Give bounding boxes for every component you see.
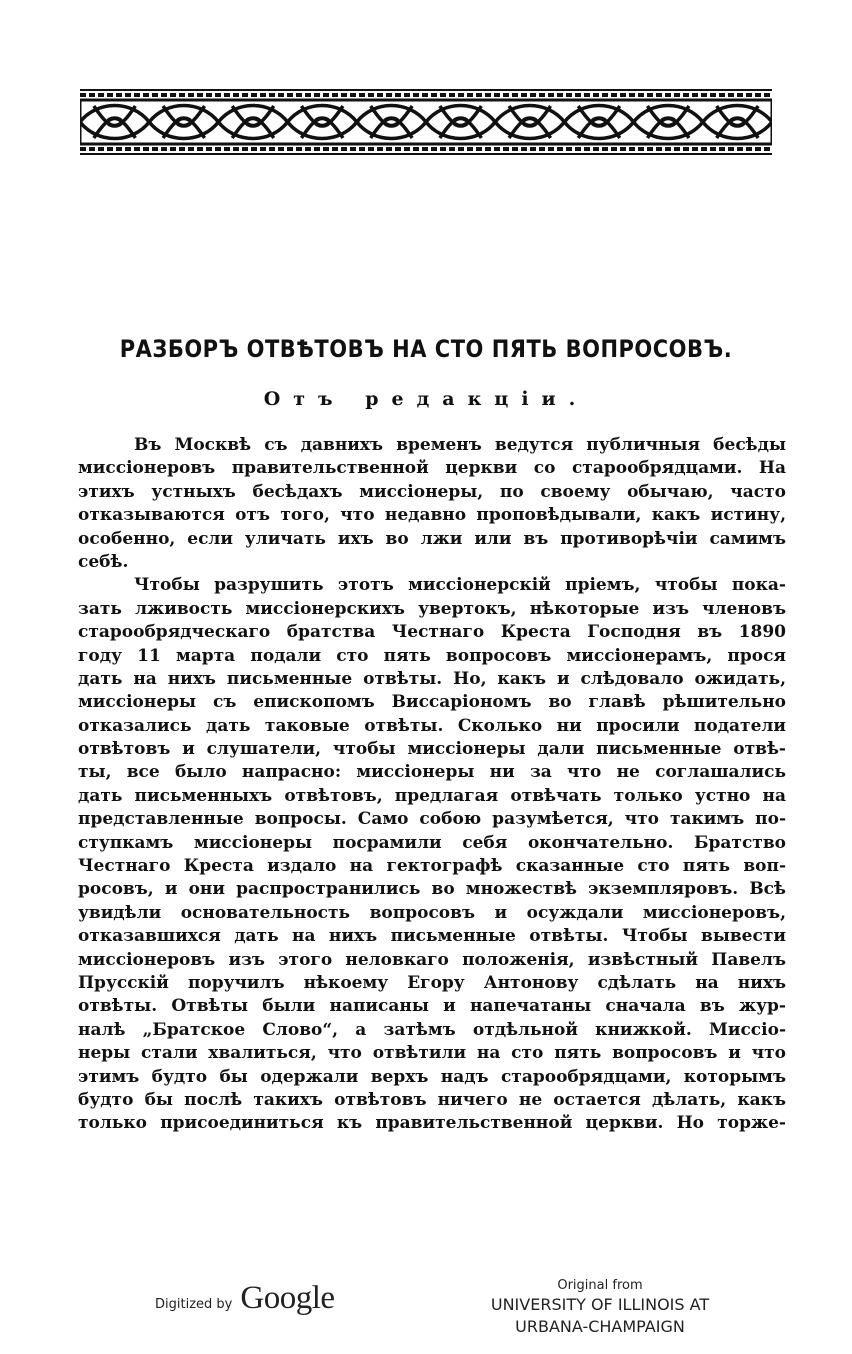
original-from-label: Original from [557, 1278, 643, 1293]
text-line: будто бы послѣ такихъ отвѣтовъ ничего не остается дѣлать, какъ [78, 1089, 786, 1110]
text-line: отказываются отъ того, что недавно проповѣдывали, какъ истину, [78, 505, 786, 526]
text-line: дать на нихъ письменные отвѣты. Но, какъ и слѣдовало ожидать, [78, 668, 786, 689]
text-line: старообрядческаго братства Честнаго Креста Господня въ 1890 [78, 622, 786, 643]
library-credit [470, 1278, 730, 1338]
text-line: Чтобы разрушить этотъ миссіонерскій пріемъ, чтобы пока- [134, 575, 786, 596]
text-line: особенно, если уличать ихъ во лжи или въ противорѣчіи самимъ [78, 528, 786, 549]
text-line: увидѣли основательность вопросовъ и осуждали миссіонеровъ, [78, 902, 786, 923]
university-location: URBANA-CHAMPAIGN [515, 1317, 685, 1336]
text-line: отказавшихся дать на нихъ письменные отвѣты. Чтобы вывести [78, 926, 786, 947]
text-line: только присоединиться къ правительственной церкви. Но торже- [78, 1113, 786, 1134]
text-line: миссіонеровъ правительственной церкви со старообрядцами. На [78, 458, 786, 479]
university-name: UNIVERSITY OF ILLINOIS AT [490, 1295, 710, 1314]
text-line: зать лживость миссіонерскихъ увертокъ, нѣкоторые изъ членовъ [78, 598, 786, 619]
article-title: РАЗБОРЪ ОТВѢТОВЪ НА СТО ПЯТЬ ВОПРОСОВЪ. [119, 335, 733, 363]
text-line: неры стали хвалиться, что отвѣтили на сто пять вопросовъ и что [78, 1043, 786, 1064]
text-line: Въ Москвѣ съ давнихъ временъ ведутся публичныя бесѣды [134, 435, 786, 455]
article-body [78, 434, 786, 1136]
text-line: росовъ, и они распространились во множествѣ экземпляровъ. Всѣ [78, 879, 786, 900]
text-line: миссіонеры съ епископомъ Виссаріономъ во главѣ рѣшительно [78, 692, 786, 713]
decorative-header-ornament [80, 86, 772, 158]
text-line: дать письменныхъ отвѣтовъ, предлагая отвѣчать только устно на [78, 785, 786, 806]
text-line: отказались дать таковые отвѣты. Сколько ни просили податели [78, 715, 786, 736]
text-line: отвѣтовъ и слушатели, чтобы миссіонеры дали письменные отвѣ- [78, 739, 786, 760]
text-line: отвѣты. Отвѣты были написаны и напечатаны сначала въ жур- [78, 996, 786, 1017]
text-line: этимъ будто бы одержали верхъ надъ старообрядцами, которымъ [78, 1066, 786, 1087]
text-line: году 11 марта подали сто пять вопросовъ миссіонерамъ, прося [78, 645, 786, 666]
text-line: миссіонеровъ изъ этого неловкаго положенія, извѣстный Павелъ [78, 949, 786, 970]
google-logo: Google [240, 1280, 335, 1316]
text-line: этихъ устныхъ бесѣдахъ миссіонеры, по своему обычаю, часто [78, 481, 786, 502]
google-digitized-credit [155, 1280, 335, 1320]
text-line: представленные вопросы. Само собою разумѣется, что такимъ по- [78, 809, 786, 830]
digitized-by-label: Digitized by [155, 1297, 233, 1312]
text-line: Прусскій поручилъ нѣкоему Егору Антонову сдѣлать на нихъ [78, 972, 786, 993]
text-line: ступкамъ миссіонеры посрамили себя окончательно. Братство [78, 832, 786, 853]
text-line: налѣ „Братское Слово“, а затѣмъ отдѣльной книжкой. Миссіо- [78, 1019, 786, 1040]
text-line: Честнаго Креста издало на гектографѣ сказанные сто пять воп- [78, 856, 786, 877]
article-subtitle: Отъ редакціи. [263, 388, 589, 410]
text-line: ты, все было напрасно: миссіонеры ни за что не соглашались [78, 762, 786, 783]
text-line: себѣ. [78, 551, 129, 572]
